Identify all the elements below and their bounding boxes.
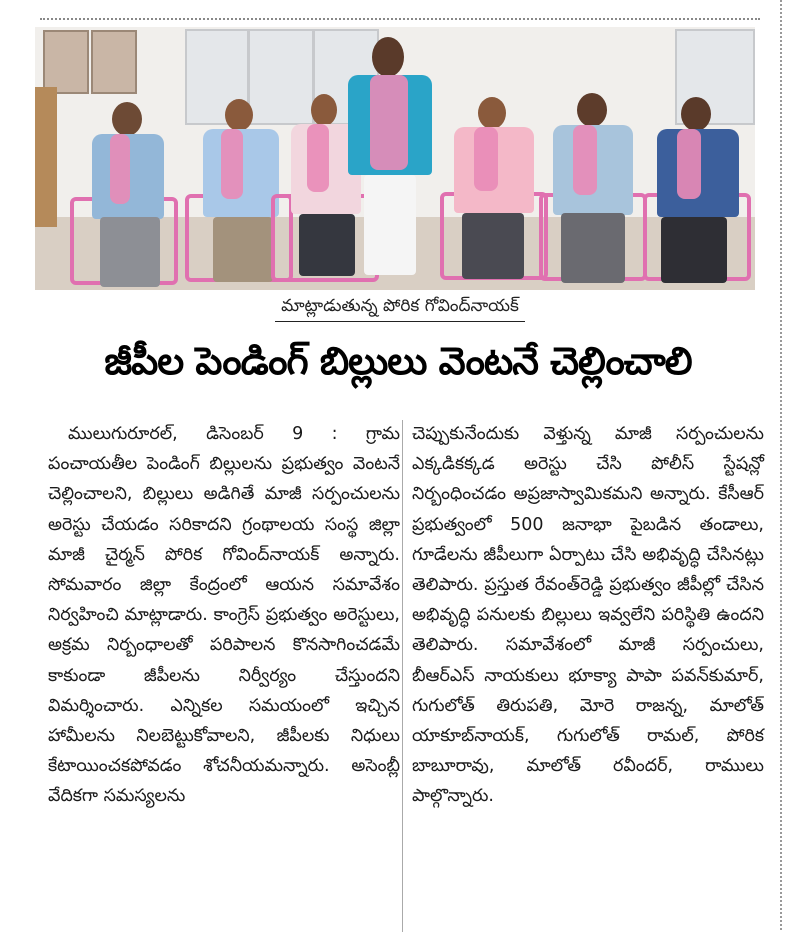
news-photo <box>35 27 755 290</box>
article-paragraph: చెప్పుకునేందుకు వెళ్తున్న మాజీ సర్పంచులను ఎక్కడికక్కడ అరెస్టు చేసి పోలీస్ స్టేషన్లో నిర్బంధించడం అప్రజాస్వామికమని అన్నారు. కేసీఆర్ ప్రభుత్వంలో 500 జనాభా పైబడిన తండాలు, గూడేలను జీపీలుగా ఏర్పాటు చేసి అభివృద్ధి చేసినట్లు తెలిపారు. ప్రస్తుత రేవంత్‌రెడ్డి ప్రభుత్వం జీపీల్లో చేసిన అభివృద్ధి పనులకు బిల్లులు ఇవ్వలేని పరిస్థితి ఉందని తెలిపారు. సమావేశంలో మాజీ సర్పంచులు, బీఆర్ఎస్ నాయకులు భూక్యా పాపా పవన్‌కుమార్, గుగులోత్ తిరుపతి, మోరె రాజన్న, మాలోత్ యాకూబ్‌నాయక్, గుగులోత్ రామల్, పోరిక బాబూరావు, మాలోత్ రవీందర్, రాములు పాల్గొన్నారు. <box>412 424 764 807</box>
article-paragraph: ములుగురూరల్, డిసెంబర్ 9 : గ్రామ పంచాయతీల పెండింగ్ బిల్లులను ప్రభుత్వం వెంటనే చెల్లించాలని, బిల్లులు అడిగితే మాజీ సర్పంచులను అరెస్టు చేయడం సరికాదని గ్రంథాలయ సంస్థ జిల్లా మాజీ చైర్మన్ పోరిక గోవింద్‌నాయక్ అన్నారు. సోమవారం జిల్లా కేంద్రంలో ఆయన సమావేశం నిర్వహించి మాట్లాడారు. కాంగ్రెస్ ప్రభుత్వం అరెస్టులు, అక్రమ నిర్బంధాలతో పరిపాలన కొనసాగించడమే కాకుండా జీపీలను నిర్వీర్యం చేస్తుందని విమర్శించారు. ఎన్నికల సమయంలో ఇచ్చిన హామీలను నిలబెట్టుకోవాలని, జీపీలకు నిధులు కేటాయించకపోవడం శోచనీయమన్నారు. అసెంబ్లీ వేదికగా సమస్యలను <box>48 424 400 807</box>
article-column-right <box>412 419 764 812</box>
photo-caption <box>0 296 800 322</box>
headline: జీపీల పెండింగ్ బిల్లులు వెంటనే చెల్లించాలి <box>104 339 692 383</box>
column-divider <box>402 420 403 932</box>
previous-article-cutoff <box>40 0 760 20</box>
article-column-left <box>48 419 400 812</box>
photo-caption-text: మాట్లాడుతున్న పోరిక గోవింద్‌నాయక్ <box>275 296 525 322</box>
column-rule <box>780 0 782 930</box>
